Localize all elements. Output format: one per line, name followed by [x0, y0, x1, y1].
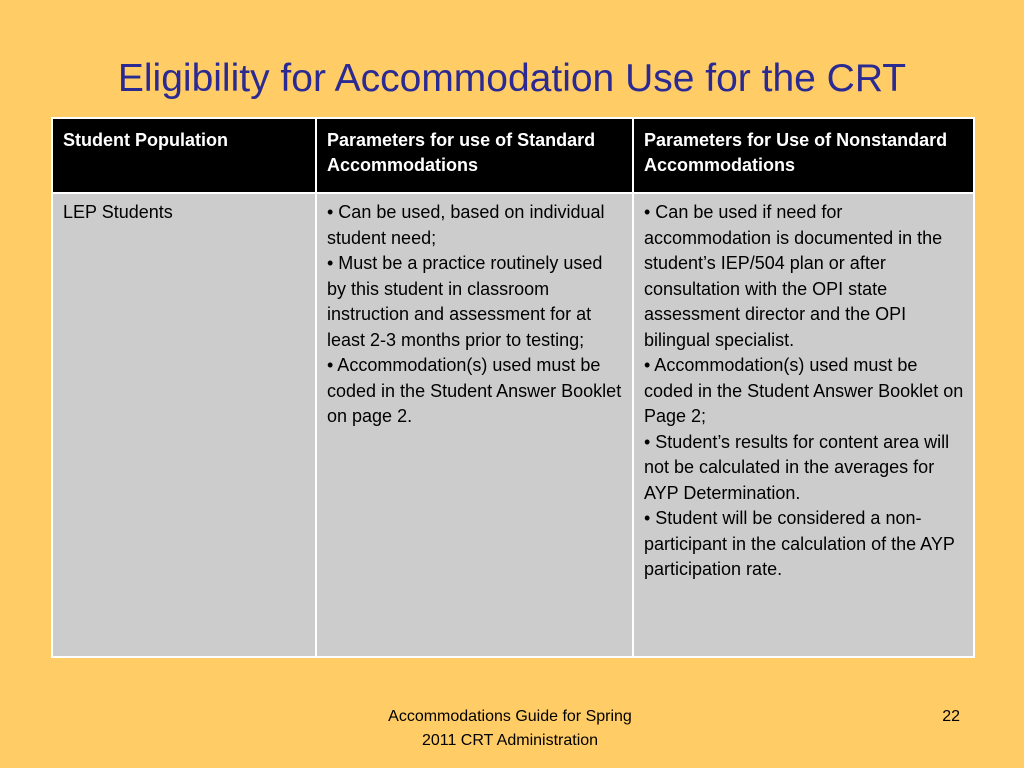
accommodation-table [51, 117, 975, 658]
header-nonstandard-accommodations: Parameters for Use of Nonstandard Accommodations [633, 118, 974, 193]
cell-population: LEP Students [52, 193, 316, 657]
standard-bullet: • Accommodation(s) used must be coded in the Student Answer Booklet on page 2. [327, 355, 622, 426]
nonstandard-bullet: • Can be used if need for accommodation is documented in the student’s IEP/504 plan or after consultation with the OPI state assessment director and the OPI bilingual specialist. [644, 202, 943, 350]
standard-bullet: • Must be a practice routinely used by this student in classroom instruction and assessment for at least 2-3 months prior to testing; [327, 253, 603, 350]
header-standard-accommodations: Parameters for use of Standard Accommodations [316, 118, 633, 193]
table-header-row [52, 118, 974, 193]
header-student-population: Student Population [52, 118, 316, 193]
footer-line-2: 2011 CRT Administration [421, 732, 599, 749]
nonstandard-bullet: • Accommodation(s) used must be coded in the Student Answer Booklet on Page 2; [644, 355, 964, 426]
table-row [52, 193, 974, 657]
footer-line-1: Accommodations Guide for Spring [388, 708, 632, 725]
cell-standard [316, 193, 633, 657]
cell-nonstandard [633, 193, 974, 657]
page-number: 22 [942, 708, 960, 725]
slide-title: Eligibility for Accommodation Use for the CRT [117, 57, 907, 100]
footer-text [340, 705, 680, 753]
standard-bullet: • Can be used, based on individual student need; [327, 202, 605, 248]
nonstandard-bullet: • Student will be considered a non-participant in the calculation of the AYP participation rate. [644, 508, 955, 579]
nonstandard-bullet: • Student’s results for content area will not be calculated in the averages for AYP Determination. [644, 431, 950, 503]
